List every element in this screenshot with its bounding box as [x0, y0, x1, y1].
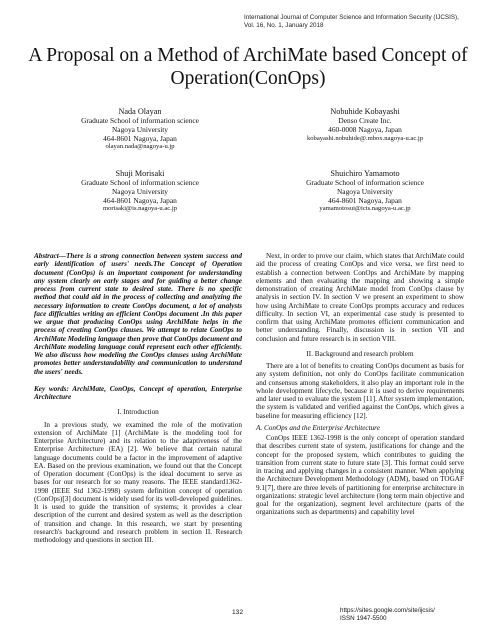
- author-affiliation: Graduate School of information science: [81, 178, 199, 187]
- conops-paragraph: ConOps IEEE 1362-1998 is the only concept of operation standard that describes current state of system, justifications for change and the concept for the proposed system, which contributes to guiding the transition from current state to future state [3]. This format could serve in tracing and applying changes in a consistent manner. When applying the Architecture Development Methodology (ADM), based on TOGAF 9.1[7], there are three levels of partitioning for enterprise architecture in organizations: strategic level architecture (long term main objective and goal for the organization), segment level architecture (parts of the organizations such as departments) and capability level: [256, 434, 464, 517]
- page-number: 132: [232, 609, 244, 616]
- author-email: kobayashi.nobuhide@.mbox.nagoya-u.ac.jp: [306, 134, 424, 142]
- journal-volume: Vol. 16, No. 1, January 2018: [244, 22, 324, 29]
- abstract-text: There is a strong connection between system success and early identification of users' needs.The Concept of Operation document (ConOps) is an important component for understanding any system clearly on early stages and for guiding a better change process from current state to desired state. There is no specific method that could aid in the process of collecting and analyzing the necessary information to create ConOps document, a lot of analysts face difficulties writing an efficient ConOps document .In this paper we argue that producing ConOps using ArchiMate helps in the process of creating ConOps clauses. We attempt to relate ConOps to ArchiMate Modeling language then prove that ConOps document and ArchiMate modeling language could represent each other efficiently. We also discuss how modeling the ConOps clauses using ArchiMate promotes better understandability and communication to understand the users' needs.: [34, 252, 242, 376]
- journal-header: [244, 14, 489, 30]
- author-email: yamamotosui@icts.nagoya-u.ac.jp: [319, 205, 411, 213]
- author-block-3: [40, 168, 240, 214]
- author-affiliation: Denso Create Inc.: [338, 116, 392, 125]
- section-heading-background: II. Background and research problem: [306, 349, 414, 358]
- author-name: Nobuhide Kobayashi: [330, 107, 400, 116]
- journal-name: International Journal of Computer Science and Information Security (IJCSIS),: [244, 14, 459, 21]
- section-heading-introduction: I. Introduction: [117, 408, 159, 417]
- author-name: Shuichiro Yamamoto: [330, 169, 400, 178]
- author-block-2: [265, 106, 465, 143]
- abstract-lead: Abstract—: [34, 252, 66, 260]
- subsection-heading-conops: A. ConOps and the Enterprise Architecture: [256, 423, 380, 432]
- left-column: [34, 252, 242, 544]
- introduction-paragraph: In a previous study, we examined the role of the motivation extension of ArchiMate [1] (ArchiMate is the modeling tool for Enterprise Architecture) and its relation to the adaptiveness of the Enterprise Architecture (EA) [2]. We believe that certain natural language documents could be a factor in the improvement of adaptive EA. Based on the previous examination, we found out that the Concept of Operation document (ConOps) is the ideal document to serve as bases for our research for so many reasons. The IEEE standard1362-1998 (IEEE Std 1362-1998) system definition concept of operation (ConOps)[3] document is widely used for its well-developed guidelines. It is used to guide the transition of systems; it provides a clear description of the current and desired system as well as the description of transition and change. In this research, we start by presenting research's background and research problem in section II. Research methodology and questions in section III.: [34, 420, 242, 544]
- journal-url: https://sites.google.com/site/ijcsis/: [340, 607, 435, 614]
- keywords: Key words: ArchiMate, ConOps, Concept of operation, Enterprise Architecture: [34, 384, 242, 401]
- author-address: 464-8601 Nagoya, Japan: [328, 195, 402, 205]
- right-column: [256, 252, 464, 517]
- background-paragraph: There are a lot of benefits to creating ConOps document as basis for any system definition, not only do ConOps facilitate communication and consensus among stakeholders, it also play an important role in the whole development lifecycle, because it is used to derive requirements and later used to evaluate the system [11]. After system implementation, the system is validated and verified against the ConOps, which gives a baseline for measuring efficiency [12].: [256, 362, 464, 420]
- author-block-4: [265, 168, 465, 214]
- author-affiliation: Graduate School of information science: [81, 116, 199, 125]
- author-block-1: [40, 106, 240, 152]
- author-org: Nagoya University: [111, 186, 169, 196]
- footer-info: [340, 607, 435, 623]
- author-email: morisaki@is.nagoya-u.ac.jp: [102, 205, 177, 213]
- issn: ISSN 1947-5500: [340, 615, 387, 622]
- author-address: 464-8601 Nagoya, Japan: [103, 133, 177, 143]
- outline-paragraph: Next, in order to prove our claim, which states that ArchiMate could aid the process of creating ConOps and vice versa, we first need to establish a connection between ConOps and ArchiMate by mapping elements and then evaluating the mapping and showing a simple demonstration of creating ArchiMate model from ConOps clause by analysis in section IV. In section V we present an experiment to show how using ArchiMate to create ConOps prompts accuracy and reduces difficulty. In section VI, an experimental case study is presented to confirm that using ArchiMate promotes efficient communication and better understanding. Finally, discussion is in section VII and conclusion and future research is in section VIII.: [256, 252, 464, 343]
- author-email: olayan.nada@nagoya-u.jp: [105, 143, 175, 151]
- author-name: Shuji Morisaki: [115, 169, 165, 178]
- author-address: 464-8601 Nagoya, Japan: [103, 195, 177, 205]
- author-name: Nada Olayan: [118, 107, 162, 116]
- abstract: [34, 252, 242, 376]
- author-org: Nagoya University: [336, 186, 394, 196]
- author-address: 460-0008 Nagoya, Japan: [328, 124, 402, 134]
- author-org: Nagoya University: [111, 124, 169, 134]
- paper-title: A Proposal on a Method of ArchiMate based Concept of Operation(ConOps): [28, 45, 468, 89]
- author-affiliation: Graduate School of information science: [306, 178, 424, 187]
